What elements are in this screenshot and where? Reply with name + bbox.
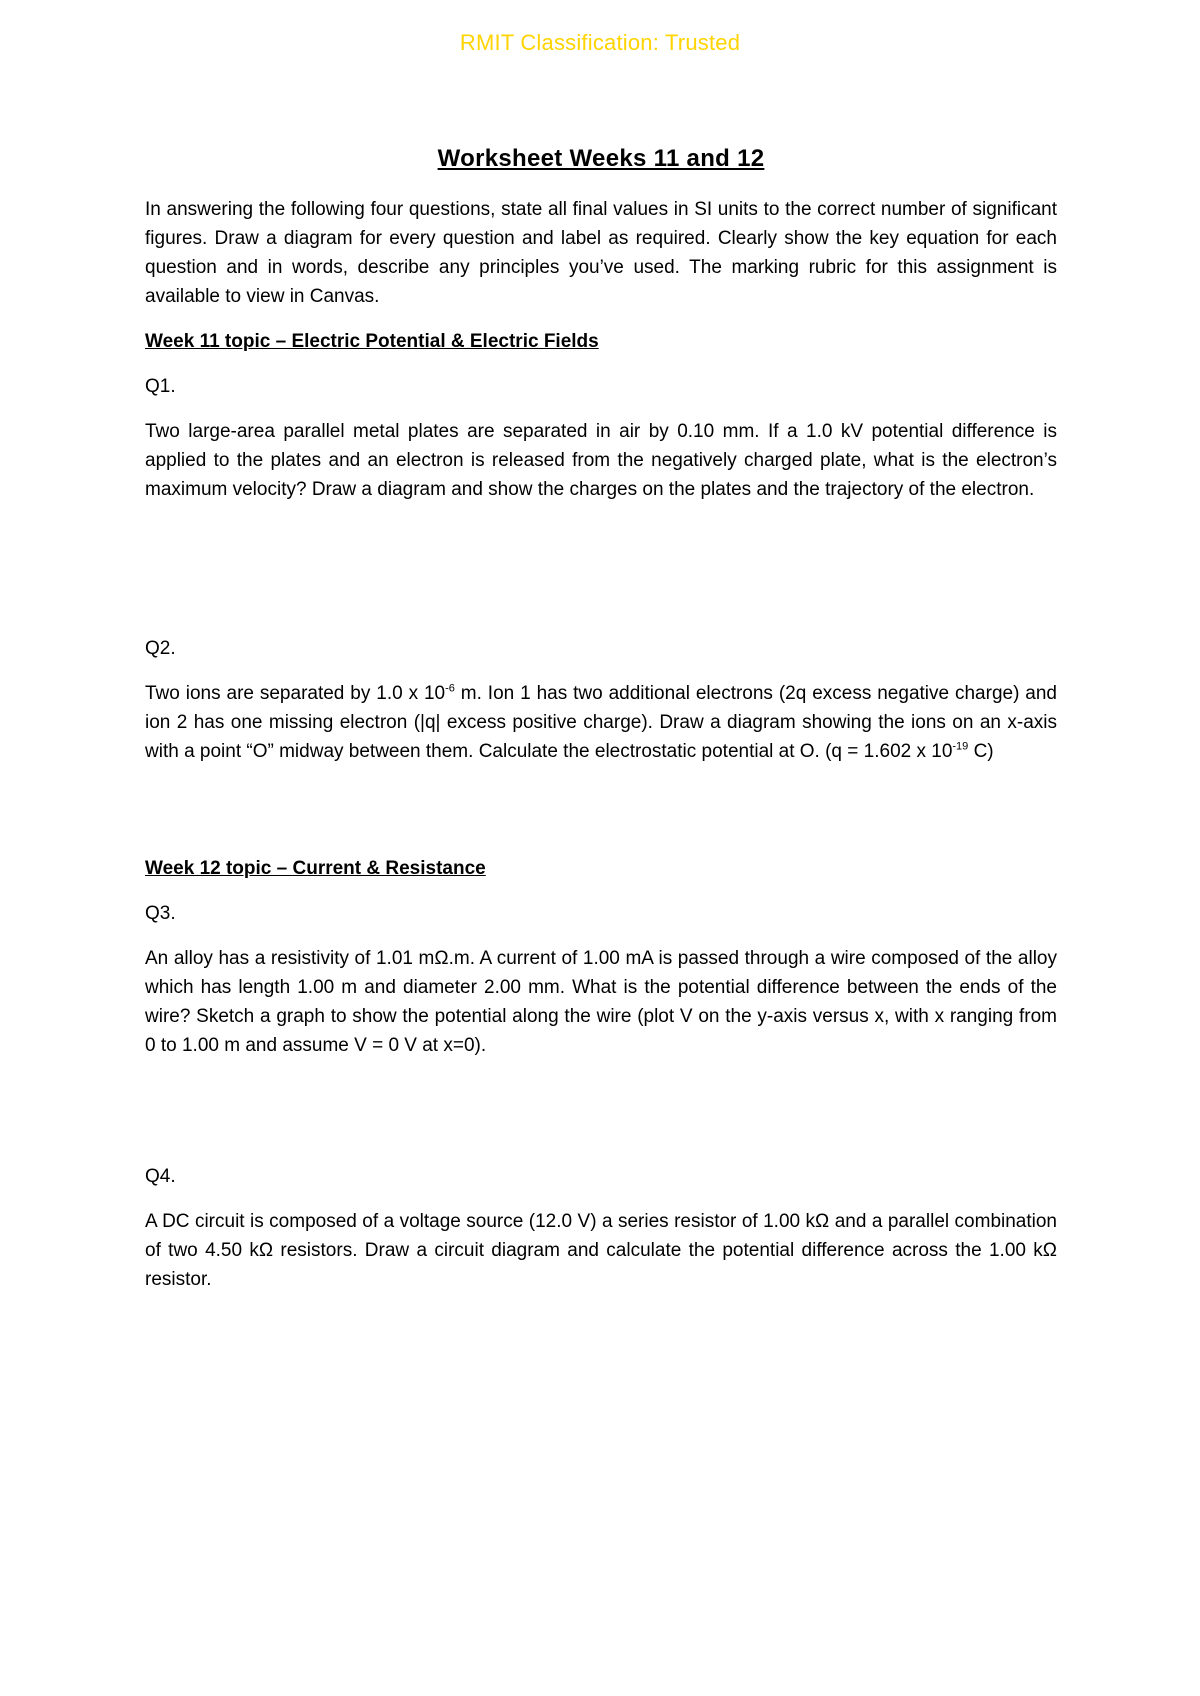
q3-label: Q3. xyxy=(145,903,176,924)
q2-text-part3: C) xyxy=(968,741,994,762)
q2-text xyxy=(145,679,1057,766)
q2-exponent-1: -6 xyxy=(445,682,455,695)
q2-label: Q2. xyxy=(145,638,176,659)
q2-exponent-2: -19 xyxy=(952,740,969,753)
q2-text-part2: m. Ion 1 has two additional electrons (2q excess negative charge) and ion 2 has one missing electron (|q| excess positive charge). Draw a diagram showing the ions on an x-axis with a point “O” midway between them. Calculate the electrostatic potential at O. (q = 1.602 x 10 xyxy=(145,683,1058,762)
q2-text-part1: Two ions are separated by 1.0 x 10 xyxy=(145,683,446,704)
q1-text: Two large-area parallel metal plates are separated in air by 0.10 mm. If a 1.0 kV potential difference is applied to the plates and an electron is released from the negatively charged plate, what is the electron’s maximum velocity? Draw a diagram and show the charges on the plates and the trajectory of the electron. xyxy=(145,421,1057,500)
document-title: Worksheet Weeks 11 and 12 xyxy=(437,145,765,172)
q3-text: An alloy has a resistivity of 1.01 mΩ.m. A current of 1.00 mA is passed through a wire composed of the alloy which has length 1.00 m and diameter 2.00 mm. What is the potential difference between the ends of the wire? Sketch a graph to show the potential along the wire (plot V on the y-axis versus x, with x ranging from 0 to 1.00 m and assume V = 0 V at x=0). xyxy=(145,948,1057,1056)
q4-label: Q4. xyxy=(145,1166,176,1187)
week11-topic-heading: Week 11 topic – Electric Potential & Electric Fields xyxy=(145,331,599,352)
intro-paragraph: In answering the following four questions, state all final values in SI units to the correct number of significant figures. Draw a diagram for every question and label as required. Clearly show the key equation for each question and in words, describe any principles you’ve used. The marking rubric for this assignment is available to view in Canvas. xyxy=(145,199,1057,307)
q4-text: A DC circuit is composed of a voltage source (12.0 V) a series resistor of 1.00 kΩ and a parallel combination of two 4.50 kΩ resistors. Draw a circuit diagram and calculate the potential difference across the 1.00 kΩ resistor. xyxy=(145,1211,1057,1290)
document-body xyxy=(145,145,1057,1294)
week12-topic-heading: Week 12 topic – Current & Resistance xyxy=(145,858,486,879)
q1-label: Q1. xyxy=(145,376,176,397)
classification-label: RMIT Classification: Trusted xyxy=(459,30,741,55)
